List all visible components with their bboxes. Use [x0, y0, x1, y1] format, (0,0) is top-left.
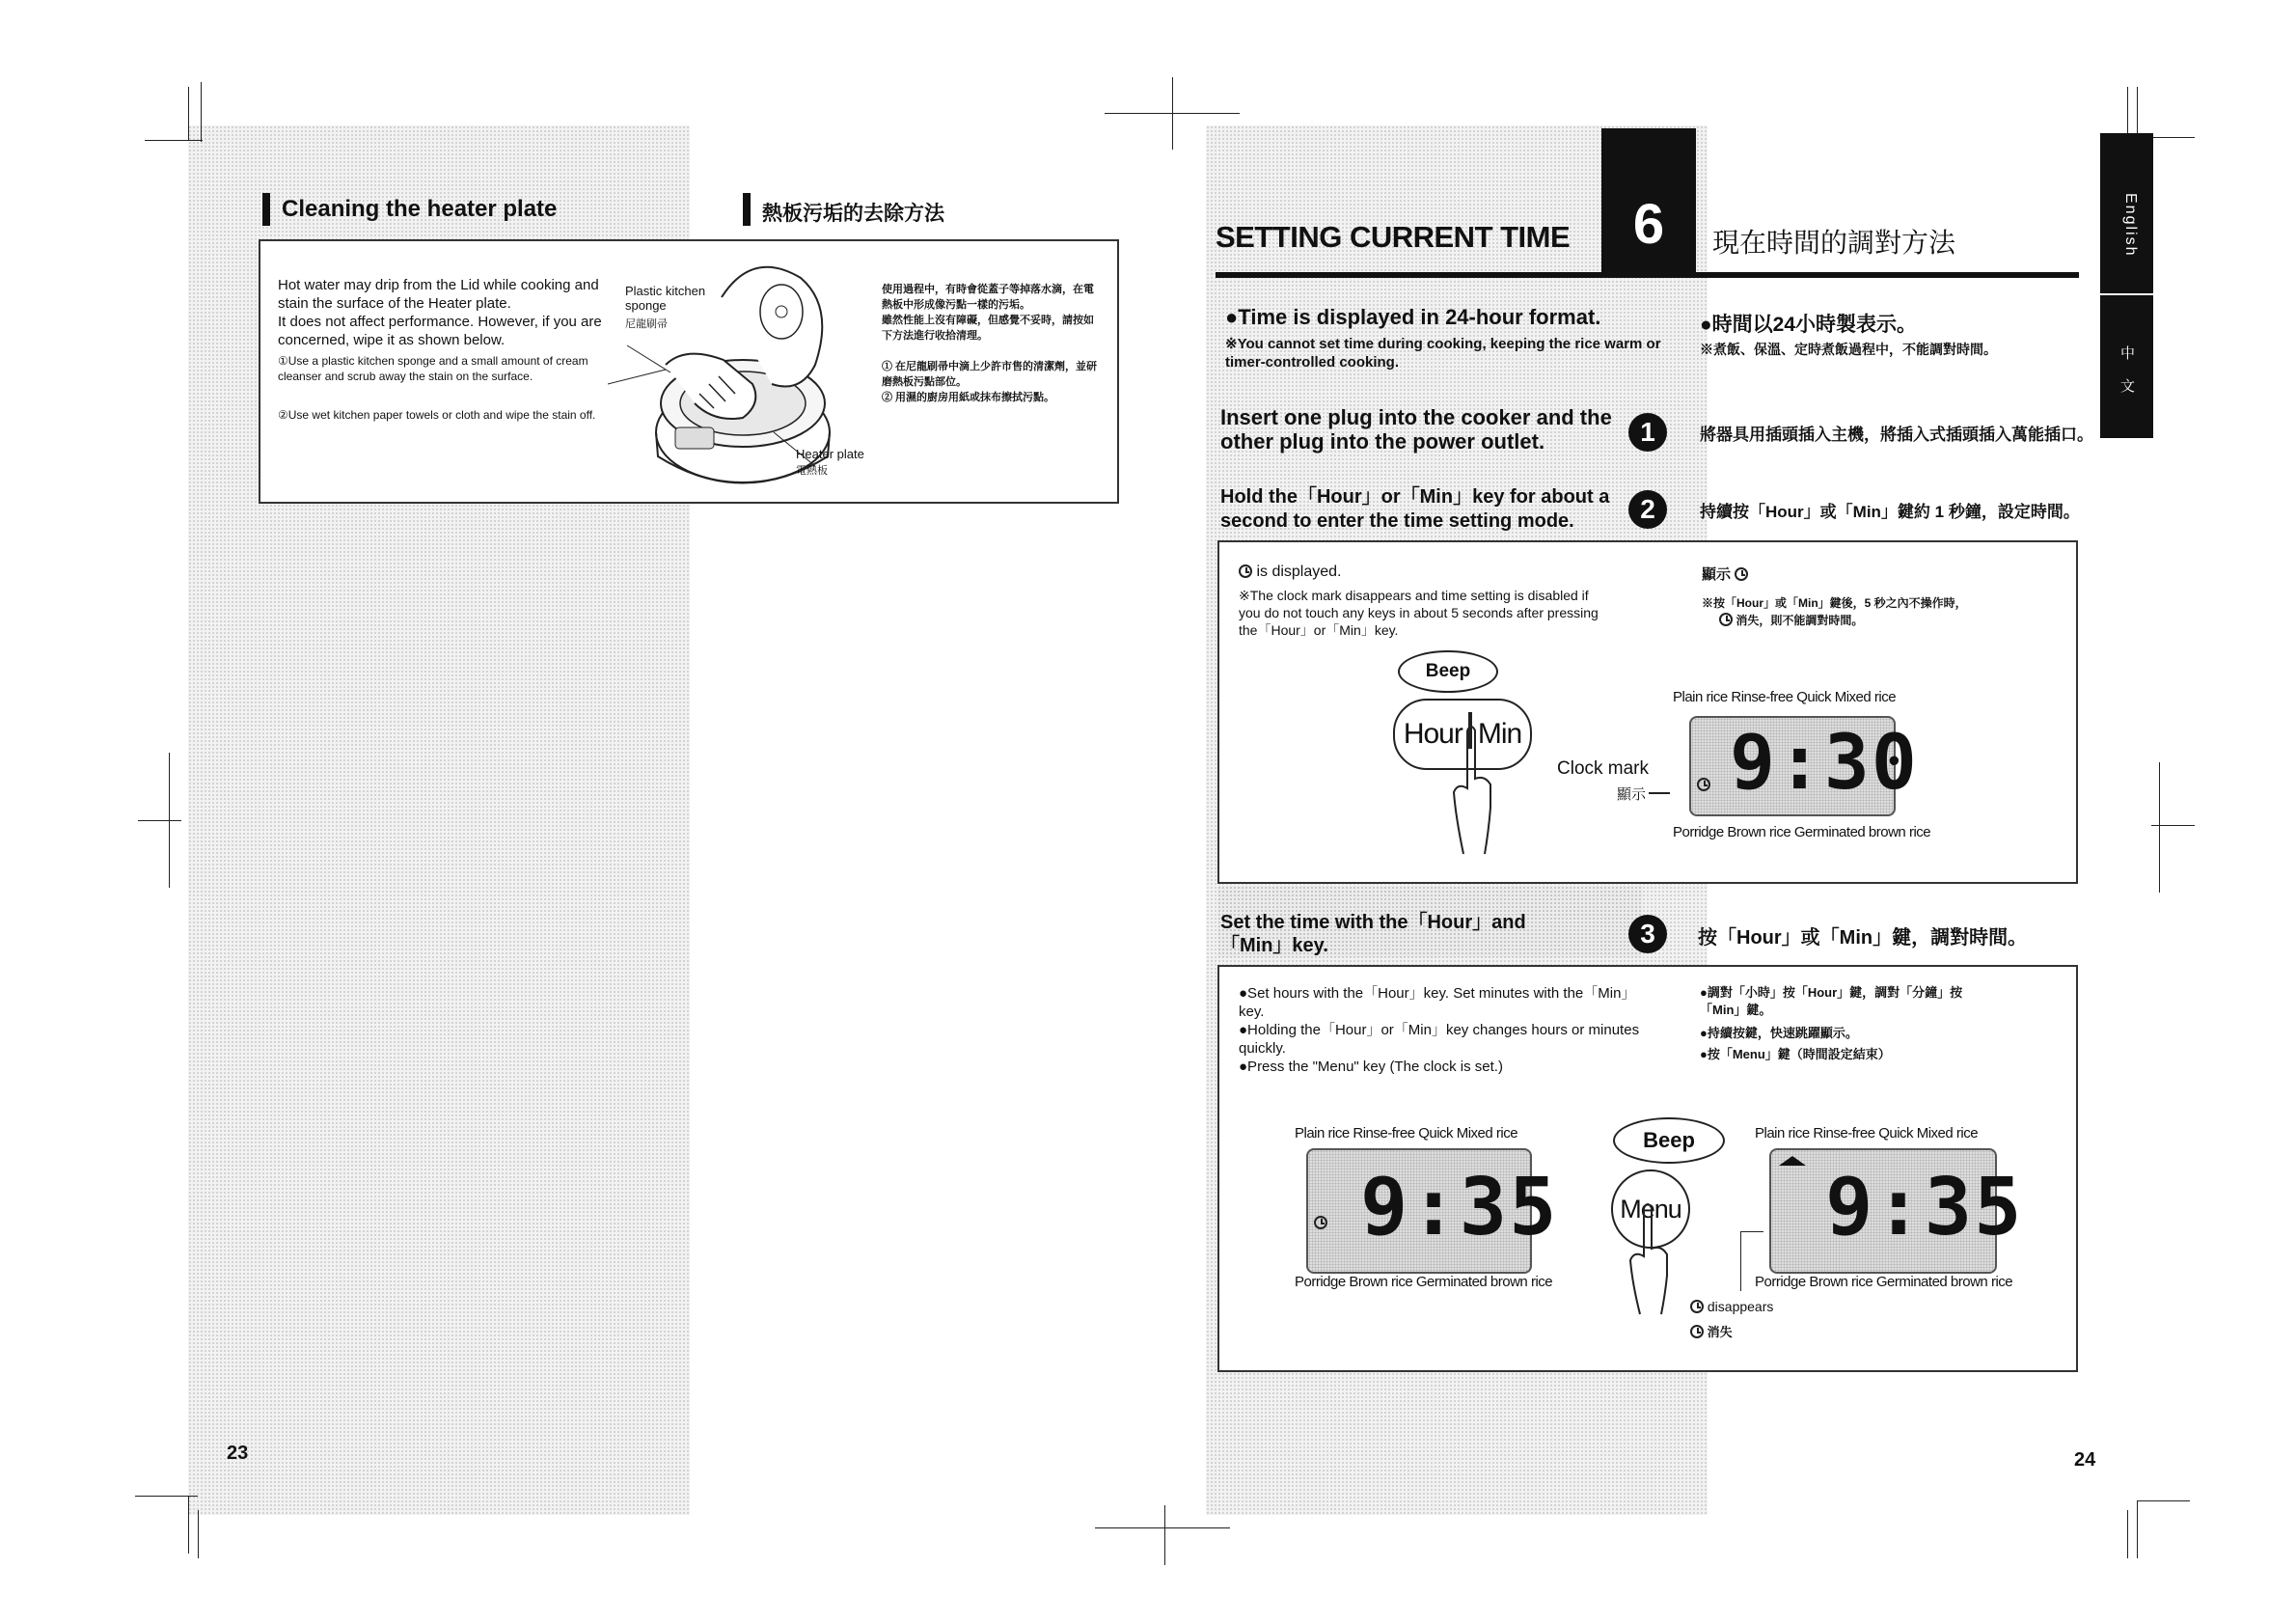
- beep-label-3: Beep: [1643, 1128, 1695, 1152]
- step3-bullet1: ●Set hours with the「Hour」key. Set minutes with the「Min」key.: [1239, 985, 1636, 1020]
- lcd3b-bottom-labels: Porridge Brown rice Germinated brown rice: [1755, 1274, 2013, 1290]
- step2-box-en1: is displayed.: [1256, 564, 1342, 580]
- lcd3a-top-labels: Plain rice Rinse-free Quick Mixed rice: [1295, 1125, 1518, 1142]
- clock-mark-zh: 顯示: [1617, 786, 1647, 803]
- clock-icon: [1690, 1300, 1704, 1313]
- clock-icon: [1690, 1325, 1704, 1338]
- note-zh-sub: ※煮飯、保溫、定時煮飯過程中，不能調對時間。: [1700, 342, 1997, 357]
- section-title-en: SETTING CURRENT TIME: [1216, 220, 1571, 254]
- disappear-pointer: [1740, 1231, 1741, 1291]
- lcd3a-bottom-labels: Porridge Brown rice Germinated brown rice: [1295, 1274, 1553, 1290]
- cleaning-zh-step1: ① 在尼龍刷帚中滴上少許市售的清潔劑，並研磨熱板污點部位。: [882, 361, 1098, 388]
- key-hour-label: Hour: [1403, 718, 1462, 750]
- cleaning-title-en-bar: [262, 193, 270, 226]
- beep-bubble-3: [1613, 1117, 1725, 1164]
- cleaning-title-zh-bar: [743, 193, 751, 226]
- cleaning-step2: ②Use wet kitchen paper towels or cloth and wipe the stain off.: [278, 408, 596, 422]
- lcd3b-display: [1769, 1148, 2024, 1274]
- step2-zh: 持續按「Hour」或「Min」鍵約 1 秒鐘，設定時間。: [1700, 503, 2080, 521]
- step1-zh: 將器具用插頭插入主機，將插入式插頭插入萬能插口。: [1700, 426, 2093, 444]
- key-min-label: Min: [1477, 718, 1522, 750]
- lcd3b-indicator-triangle: [1779, 1156, 1806, 1166]
- lcd3b-top-labels: Plain rice Rinse-free Quick Mixed rice: [1755, 1125, 1979, 1142]
- lcd2-clock-icon: [1697, 778, 1710, 791]
- tab-english[interactable]: [2100, 133, 2153, 293]
- label-sponge-zh: 尼龍刷帚: [625, 318, 668, 330]
- beep-label: Beep: [1425, 661, 1471, 681]
- cleaning-para1: Hot water may drip from the Lid while cooking and stain the surface of the Heater plate.: [278, 277, 599, 312]
- step2-box-zh3: 消失，則不能調對時間。: [1736, 614, 1864, 627]
- step2-number: 2: [1628, 490, 1667, 529]
- lcd3b-time: 9:35: [1825, 1162, 2024, 1253]
- step3-box: [1217, 965, 2078, 1372]
- lcd2-display: [1689, 716, 1919, 816]
- tab-english-label: English: [2122, 193, 2139, 258]
- tab-chinese-label: 中 文: [2120, 345, 2136, 395]
- step2-box-zh1-line: [1702, 564, 1748, 584]
- note-zh-main: ●時間以24小時製表示。: [1700, 314, 1918, 336]
- step3-number: 3: [1628, 915, 1667, 953]
- cleaning-zh-para1: 使用過程中，有時會從蓋子等掉落水滴，在電熱板中形成像污點一樣的污垢。: [882, 284, 1094, 311]
- header-rule: [1216, 272, 2079, 278]
- clock-mark-en: Clock mark: [1557, 758, 1650, 779]
- disappears-zh: 消失: [1707, 1325, 1733, 1339]
- cleaning-para2: It does not affect performance. However, if you are concerned, wipe it as shown below.: [278, 314, 602, 348]
- step1-en: Insert one plug into the cooker and the other plug into the power outlet.: [1220, 405, 1612, 454]
- step1-number: 1: [1628, 413, 1667, 452]
- cleaning-zh-para2: 雖然性能上沒有障礙，但感覺不妥時，請按如下方法進行收拾清理。: [882, 315, 1094, 342]
- label-sponge-en: Plastic kitchen sponge: [625, 284, 706, 313]
- disappears-en-line: [1690, 1299, 1773, 1314]
- page-number-left: 23: [227, 1443, 249, 1464]
- cleaning-step1: ①Use a plastic kitchen sponge and a small amount of cream cleanser and scrub away the stain on the surface.: [278, 354, 588, 383]
- step3-zh-bullet1: ●調對「小時」按「Hour」鍵，調對「分鐘」按「Min」鍵。: [1700, 985, 1963, 1017]
- menu-key-label: Menu: [1620, 1195, 1681, 1224]
- lcd3a-display: [1306, 1148, 1559, 1274]
- step2-box-zh2: ※按「Hour」或「Min」鍵後，5 秒之內不操作時，: [1702, 596, 1967, 610]
- note-en-sub: ※You cannot set time during cooking, keeping the rice warm or timer-controlled cooking.: [1225, 336, 1661, 371]
- step3-bullet3: ●Press the "Menu" key (The clock is set.): [1239, 1059, 1503, 1075]
- pressing-hand-icon: [1446, 721, 1504, 856]
- cleaning-box: [259, 239, 1119, 504]
- step3-zh-bullet3: ●按「Menu」鍵（時間設定結束）: [1700, 1047, 1891, 1061]
- section-number-block: [1601, 128, 1696, 273]
- disappears-zh-line: [1690, 1322, 1733, 1340]
- clock-icon: [1719, 613, 1733, 626]
- clock-mark-arrow: [1649, 792, 1670, 794]
- label-heater-zh: 電熱板: [796, 465, 828, 477]
- cleaning-title-en: Cleaning the heater plate: [282, 196, 558, 222]
- cleaning-zh-step2: ② 用濕的廚房用紙或抹布擦拭污點。: [882, 392, 1055, 403]
- lcd3a-clock-icon: [1314, 1216, 1327, 1229]
- disappear-pointer-top: [1740, 1231, 1763, 1232]
- lcd2-top-labels: Plain rice Rinse-free Quick Mixed rice: [1673, 689, 1897, 705]
- disappears-en: disappears: [1707, 1299, 1774, 1314]
- note-en-main: ●Time is displayed in 24-hour format.: [1225, 305, 1601, 329]
- pressing-hand-icon: [1623, 1200, 1681, 1316]
- step2-box-en2: ※The clock mark disappears and time setting is disabled if you do not touch any keys in about 5 seconds after pressing the「Hour」or「Min」key.: [1239, 588, 1599, 638]
- clock-icon: [1239, 564, 1252, 578]
- clock-icon: [1735, 567, 1748, 581]
- cleaning-title-zh: 熱板污垢的去除方法: [762, 203, 944, 225]
- lcd3a-time: 9:35: [1360, 1162, 1559, 1253]
- page-number-right: 24: [2074, 1449, 2096, 1471]
- section-title-zh: 現在時間的調對方法: [1712, 228, 1956, 258]
- label-heater-en: Heater plate: [796, 447, 864, 461]
- step2-box-zh3-line: [1719, 612, 1863, 628]
- step3-en: Set the time with the「Hour」and「Min」key.: [1220, 912, 1526, 956]
- beep-bubble: [1398, 650, 1498, 693]
- step3-zh-bullet2: ●持續按鍵，快速跳躍顯示。: [1700, 1026, 1858, 1040]
- step3-bullet2: ●Holding the「Hour」or「Min」key changes hours or minutes quickly.: [1239, 1022, 1640, 1057]
- tab-chinese[interactable]: [2100, 295, 2153, 438]
- step2-en: Hold the「Hour」or「Min」key for about a second to enter the time setting mode.: [1220, 486, 1610, 532]
- step2-box: [1217, 540, 2078, 884]
- step3-zh: 按「Hour」或「Min」鍵，調對時間。: [1698, 927, 2028, 949]
- lcd2-bottom-labels: Porridge Brown rice Germinated brown rice: [1673, 824, 1931, 840]
- step2-box-en1-line: [1239, 564, 1342, 581]
- lcd2-time: 9:30: [1730, 720, 1919, 807]
- step2-box-zh1: 顯示: [1702, 566, 1732, 583]
- section-number: 6: [1632, 193, 1665, 256]
